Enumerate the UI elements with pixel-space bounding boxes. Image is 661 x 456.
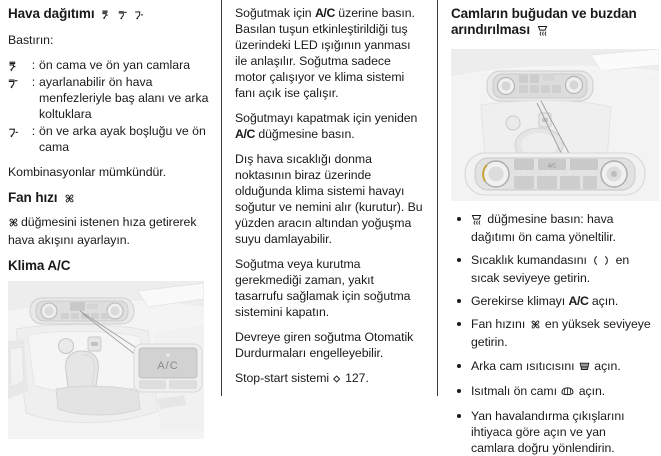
- cooling-p1-pre: Soğutmak için: [235, 6, 315, 20]
- fan-speed-body: düğmesini istenen hıza getirerek hava akışını ayarlayın.: [8, 214, 197, 247]
- list-item-text-post: açın.: [588, 294, 619, 309]
- defrost-heading-text: Camların buğudan ve buzdan arındırılması: [451, 6, 637, 37]
- ac-key-label: A/C: [568, 294, 589, 309]
- svg-text:A/C: A/C: [157, 359, 179, 372]
- climate-control-panel-figure: [451, 49, 651, 201]
- list-item-text-pre: Fan hızını: [471, 317, 529, 332]
- fan-icon: [64, 192, 75, 208]
- fan-icon: [8, 217, 19, 233]
- cooling-paragraph-4: Soğutma veya kurutma gerekmediği zaman, yakıt tasarrufu sağlamak için soğutma sistemini kapatın.: [235, 256, 411, 319]
- ac-key-label: A/C: [314, 6, 335, 20]
- list-item-text: düğmesine basın: hava dağıtımı ön cama yöneltilir.: [471, 211, 616, 244]
- rear-window-heater-icon: [579, 360, 590, 376]
- defrost-windshield-icon: [537, 24, 548, 40]
- definition-separator: :: [31, 123, 36, 138]
- vent-face-icon: [118, 8, 129, 24]
- definition-row-windshield: [8, 58, 209, 74]
- crossref-page: 127.: [345, 370, 369, 385]
- fan-icon: [530, 318, 541, 334]
- air-distribution-definition-list: [8, 58, 209, 156]
- combinations-note: Kombinasyonlar mümkündür.: [8, 164, 167, 179]
- vent-floor-icon: [8, 124, 28, 138]
- list-item: [451, 316, 651, 350]
- stop-start-crossreference: [235, 371, 425, 389]
- cooling-paragraph-1: [235, 6, 425, 102]
- definition-text: ön ve arka ayak boşluğu ve ön cama: [39, 123, 206, 154]
- list-item-text-pre: Isıtmalı ön camı: [471, 383, 561, 398]
- cooling-paragraph-3: Dış hava sıcaklığı donma noktasının biraz üzerinde olduğunda klima sistemi havayı soğutur ve nemini alır (kurutur). Bu yüzden aracın altından yoğuşma suyu damlayabilir.: [235, 151, 423, 246]
- svg-text:A/C: A/C: [547, 163, 557, 170]
- defrost-heading: [451, 6, 651, 40]
- ac-key-label: A/C: [235, 126, 255, 141]
- list-item-text-pre: Arka cam ısıtıcısını: [471, 358, 578, 373]
- list-item-text-pre: Gerekirse klimayı: [471, 294, 569, 309]
- center-console-ac-button-figure: [8, 281, 209, 439]
- vent-windshield-icon: [101, 8, 112, 24]
- cooling-paragraph-2: [235, 111, 425, 143]
- cooling-paragraph-5: Devreye giren soğutma Otomatik Durdurmaları engelleyebilir.: [235, 329, 414, 360]
- definition-separator: :: [31, 74, 36, 89]
- list-item: [451, 408, 651, 456]
- vent-floor-icon: [134, 8, 145, 24]
- list-item: [451, 383, 651, 401]
- list-item-text-post: açın.: [590, 358, 621, 373]
- definition-row-face: [8, 75, 209, 123]
- air-distribution-heading-text: Hava dağıtımı: [8, 6, 95, 21]
- crossref-label: Stop-start sistemi: [235, 370, 330, 385]
- fan-speed-heading: [8, 190, 209, 208]
- fan-speed-heading-text: Fan hızı: [8, 189, 58, 205]
- definition-row-floor: [8, 124, 209, 156]
- middle-column: [221, 0, 437, 420]
- list-item: [451, 358, 651, 376]
- defrost-steps-list: [451, 211, 651, 456]
- definition-text: ön cama ve ön yan camlara: [39, 57, 191, 72]
- temperature-dial-icon: [591, 254, 611, 270]
- defrost-windshield-icon: [471, 213, 482, 229]
- cooling-p2-post: düğmesine basın.: [254, 126, 355, 141]
- list-item: [451, 211, 651, 245]
- air-distribution-heading: [8, 6, 209, 24]
- right-column: [437, 0, 661, 455]
- list-item-text-pre: Sıcaklık kumandasını: [471, 253, 591, 268]
- cooling-p1-post: üzerine basın. Basılan tuşun etkinleştirildiği tuş üzerindeki LED ışığının yanması ile anlaşılır. Soğutma sadece motor çalışıyor ve klima sistemi fanı açık ise çalışır.: [235, 6, 415, 100]
- left-column: [0, 0, 221, 420]
- list-item-text-post: en sıcak seviyeye getirin.: [471, 253, 630, 286]
- vent-face-icon: [8, 75, 28, 89]
- climate-ac-heading: Klima A/C: [8, 257, 71, 273]
- air-distribution-intro: Bastırın:: [8, 32, 54, 47]
- list-item: [451, 293, 651, 309]
- list-item: [451, 252, 651, 286]
- list-item-text-post: açın.: [575, 383, 606, 398]
- cooling-p2-pre: Soğutmayı kapatmak için yeniden: [235, 110, 418, 125]
- vent-windshield-icon: [8, 58, 28, 72]
- definition-text: ayarlanabilir ön hava menfezleriyle baş alanı ve arka koltuklara: [39, 74, 209, 121]
- definition-separator: :: [31, 57, 36, 72]
- page-reference-icon: [332, 373, 342, 389]
- list-item-text-post: en yüksek seviyeye getirin.: [471, 317, 651, 350]
- fan-speed-text: [8, 215, 209, 249]
- heated-windshield-icon: [561, 385, 574, 401]
- list-item-text: Yan havalandırma çıkışlarını ihtiyaca göre açın ve yan camlara doğru yönlendirin.: [471, 408, 625, 455]
